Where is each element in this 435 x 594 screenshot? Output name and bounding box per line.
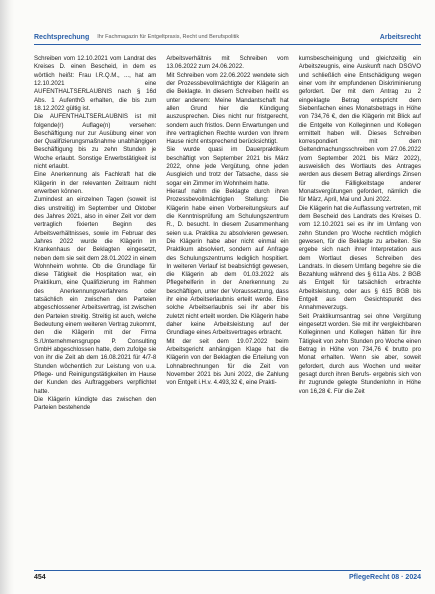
text-column-3 xyxy=(299,55,421,560)
rubric-label: Arbeitsrecht xyxy=(379,33,421,41)
page-footer xyxy=(34,570,421,583)
paragraph: Eine Anerkennung als Fachkraft hat die Klägerin in der relevanten Zeitraum nicht erwerben können. xyxy=(34,171,157,195)
paragraph: Seit Praktikumsantrag sei ohne Vergütung eingesetzt worden. Sie mit ihr vergleichbaren Kolleginnen und Kollegen hätten für ihre Tätigkeit von zehn Stunden pro Woche einen Betrag in Höhe von 734,76 € brutto pro Monat erhalten. Wenn sie aber, soweit gefordert, durch aus Wochen und weiter gesagt durch ihren Berufs- ergebnis sich von ihr zugrunde gelegte Stundenlohn in Höhe von 16,28 €. Für die Zeit xyxy=(298,312,421,395)
text-column-2 xyxy=(166,55,288,560)
paragraph: Arbeitsverhältnis mit Schreiben vom 13.06.2022 zum 24.06.2022. xyxy=(166,55,289,71)
paragraph: Mit der seit dem 19.07.2022 beim Arbeitsgericht anhängigen Klage hat die Klägerin von der Beklagten die Erteilung von Lohnabrechnungen für die Zeit von November 2021 bis Juni 2022, die Zahlung von Entgelt i.H.v. 4.493,32 €, eine Prakti- xyxy=(166,337,289,387)
page-number: 454 xyxy=(34,573,46,581)
paragraph: Die Klägerin kündigte das zwischen den Parteien bestehende xyxy=(34,395,157,412)
header-subtitle: Ihr Fachmagazin für Entgeltpraxis, Recht und Berufspolitik xyxy=(97,34,240,40)
section-label: Rechtsprechung xyxy=(34,33,90,41)
paragraph: kumsbescheinigung und gleichzeitig ein Arbeitszeugnis, eine Auskunft nach DSGVO und schließlich eine Entschädigung wegen einer vom ihr empfundenen Diskriminierung gefordert. Der mit dem Antrag zu 2 eingeklagte Betrag entspricht dem Siebenfachen eines Monatsbetrags in Höhe von 734,76 €, den die Klägerin mit Blick auf die Entgelte von Kolleginnen und Kollegen ermittelt haben will. Dieses Schreiben korrespondiert mit dem Geltendmachungsschreiben vom 27.06.2022 (vom September 2021 bis März 2022), ausweislich des Wortlauts des Antrages werden aus diesem Betrag allerdings Zinsen für die Fälligkeitstage anderer Monatsvergütungen gefordert, nämlich die für März, April, Mai und Juni 2022. xyxy=(298,55,421,204)
paragraph: Die AUFENTHALTSERLAUBNIS ist mit folgende(r) Auflage(n) versehen: Beschäftigung nur zur Ausübung einer von der Qualifizierungsmaßnahme unabhängigen Beschäftigung bis zu zehn Stunden je Woche erlaubt. Sonstige Erwerbstätigkeit ist nicht erlaubt. xyxy=(34,113,157,171)
paragraph: Zumindest an einzelnen Tagen (soweit ist dies unstreitig) im September und Oktober des Jahres 2021, also in einer Zeit vor dem vertraglich fixierten Beginn des Arbeitsverhältnisses, sowie im Februar des Jahres 2022 wurde die Klägerin im Krankenhaus der Beklagten eingesetzt, neben dem sie seit dem 28.01.2022 in einem Wohnheim wohnte. Ob die Grundlage für diese Tätigkeit die Hospitation war, ein Praktikum, eine Qualifizierung im Rahmen des Anerkennungsverfahrens oder tatsächlich ein zwischen den Parteien abgeschlossener Arbeitsvertrag, ist zwischen den Parteien streitig. Streitig ist auch, welche Bedeutung einem weiteren Vertrag zukommt, den die Klägerin mit der Firma S./Unternehmensgruppe P. Consulting GmbH abgeschlossen hatte, dem zufolge sie von ihr die Zeit ab dem 16.08.2021 für 4/7-8 Stunden wöchentlich zur Leistung von u.a. Pflege- und Reinigungstätigkeiten im Hause der Kunden des Auftraggebers verpflichtet hatte. xyxy=(34,196,157,395)
text-column-1 xyxy=(34,55,156,560)
paragraph: Die Klägerin hat die Auffassung vertreten, mit dem Bescheid des Landrats des Kreises D. vom 12.10.2021 sei es ihr im Umfang von zehn Stunden pro Woche rechtlich möglich gewesen, für die Beklagte zu arbeiten. Sie ergebe sich nach ihrer Interpretation aus dem Wortlaut dieses Schreiben des Landrats. In diesem Umfang begehre sie die Bezahlung während des § 611a Abs. 2 BGB als Entgelt für tatsächlich erbrachte Arbeitsleistung, oder aus § 615 BGB bis Entgelt aus dem Gesichtspunkt des Annahmeverzugs. xyxy=(298,204,421,312)
paragraph: Schreiben vom 12.10.2021 vom Landrat des Kreises D. einen Bescheid, in dem es wörtlich heißt: Frau I.R.Q.M., ..., hat am 12.10.2021 eine AUFENTHALTSERLAUBNIS nach § 16d Abs. 1 AufenthG erhalten, die bis zum 18.12.2022 gültig ist. xyxy=(34,55,157,112)
paragraph: Sie wurde quasi im Dauerpraktikum beschäftigt von September 2021 bis März 2022, ohne jede Vergütung, ohne jeden Ausgleich und trotz der Tatsache, dass sie sogar ein Zimmer im Wohnheim hatte. xyxy=(166,146,289,187)
paragraph: Mit Schreiben vom 22.06.2022 wendete sich der Prozessbevollmächtigte der Klägerin an die Beklagte. In diesem Schreiben heißt es unter anderem: Meine Mandantschaft hat allen Grund hier die Kündigung auszusprechen. Dies nicht nur fristgerecht, sondern auch fristlos. Denn Erwartungen und ihre vertraglichen Rechte wurden von Ihrem Hause nicht entsprechend berücksichtigt. xyxy=(166,71,289,146)
issue-label: PflegeRecht 08 · 2024 xyxy=(349,573,421,581)
paragraph: Hierauf nahm die Beklagte durch ihren Prozessbevollmächtigten Stellung: Die Klägerin habe einen Vorbereitungskurs auf die Kenntnisprüfung am Schulungszentrum R., D. besucht. In diesem Zusammenhang seien u.a. Praktika zu absolvieren gewesen. Die Klägerin habe aber nicht einmal ein Praktikum absolviert, sondern auf Anfrage des Schulungszentrums lediglich hospitiert. In weiteren Verlauf ist beabsichtigt gewesen, die Klägerin ab dem 01.03.2022 als Pflegehelferin in der Anerkennung zu beschäftigen, unter der Voraussetzung, dass ihr eine Arbeitserlaubnis erteilt werde. Eine solche Arbeitserlaubnis sei ihr aber bis zuletzt nicht erteilt worden. Die Klägerin habe daher keine Arbeitsleistung auf der Grundlage eines Arbeitsvertrages erbracht. xyxy=(166,188,289,337)
page-header xyxy=(34,30,421,45)
page-spine-shadow xyxy=(0,0,14,594)
article-body xyxy=(34,55,421,560)
